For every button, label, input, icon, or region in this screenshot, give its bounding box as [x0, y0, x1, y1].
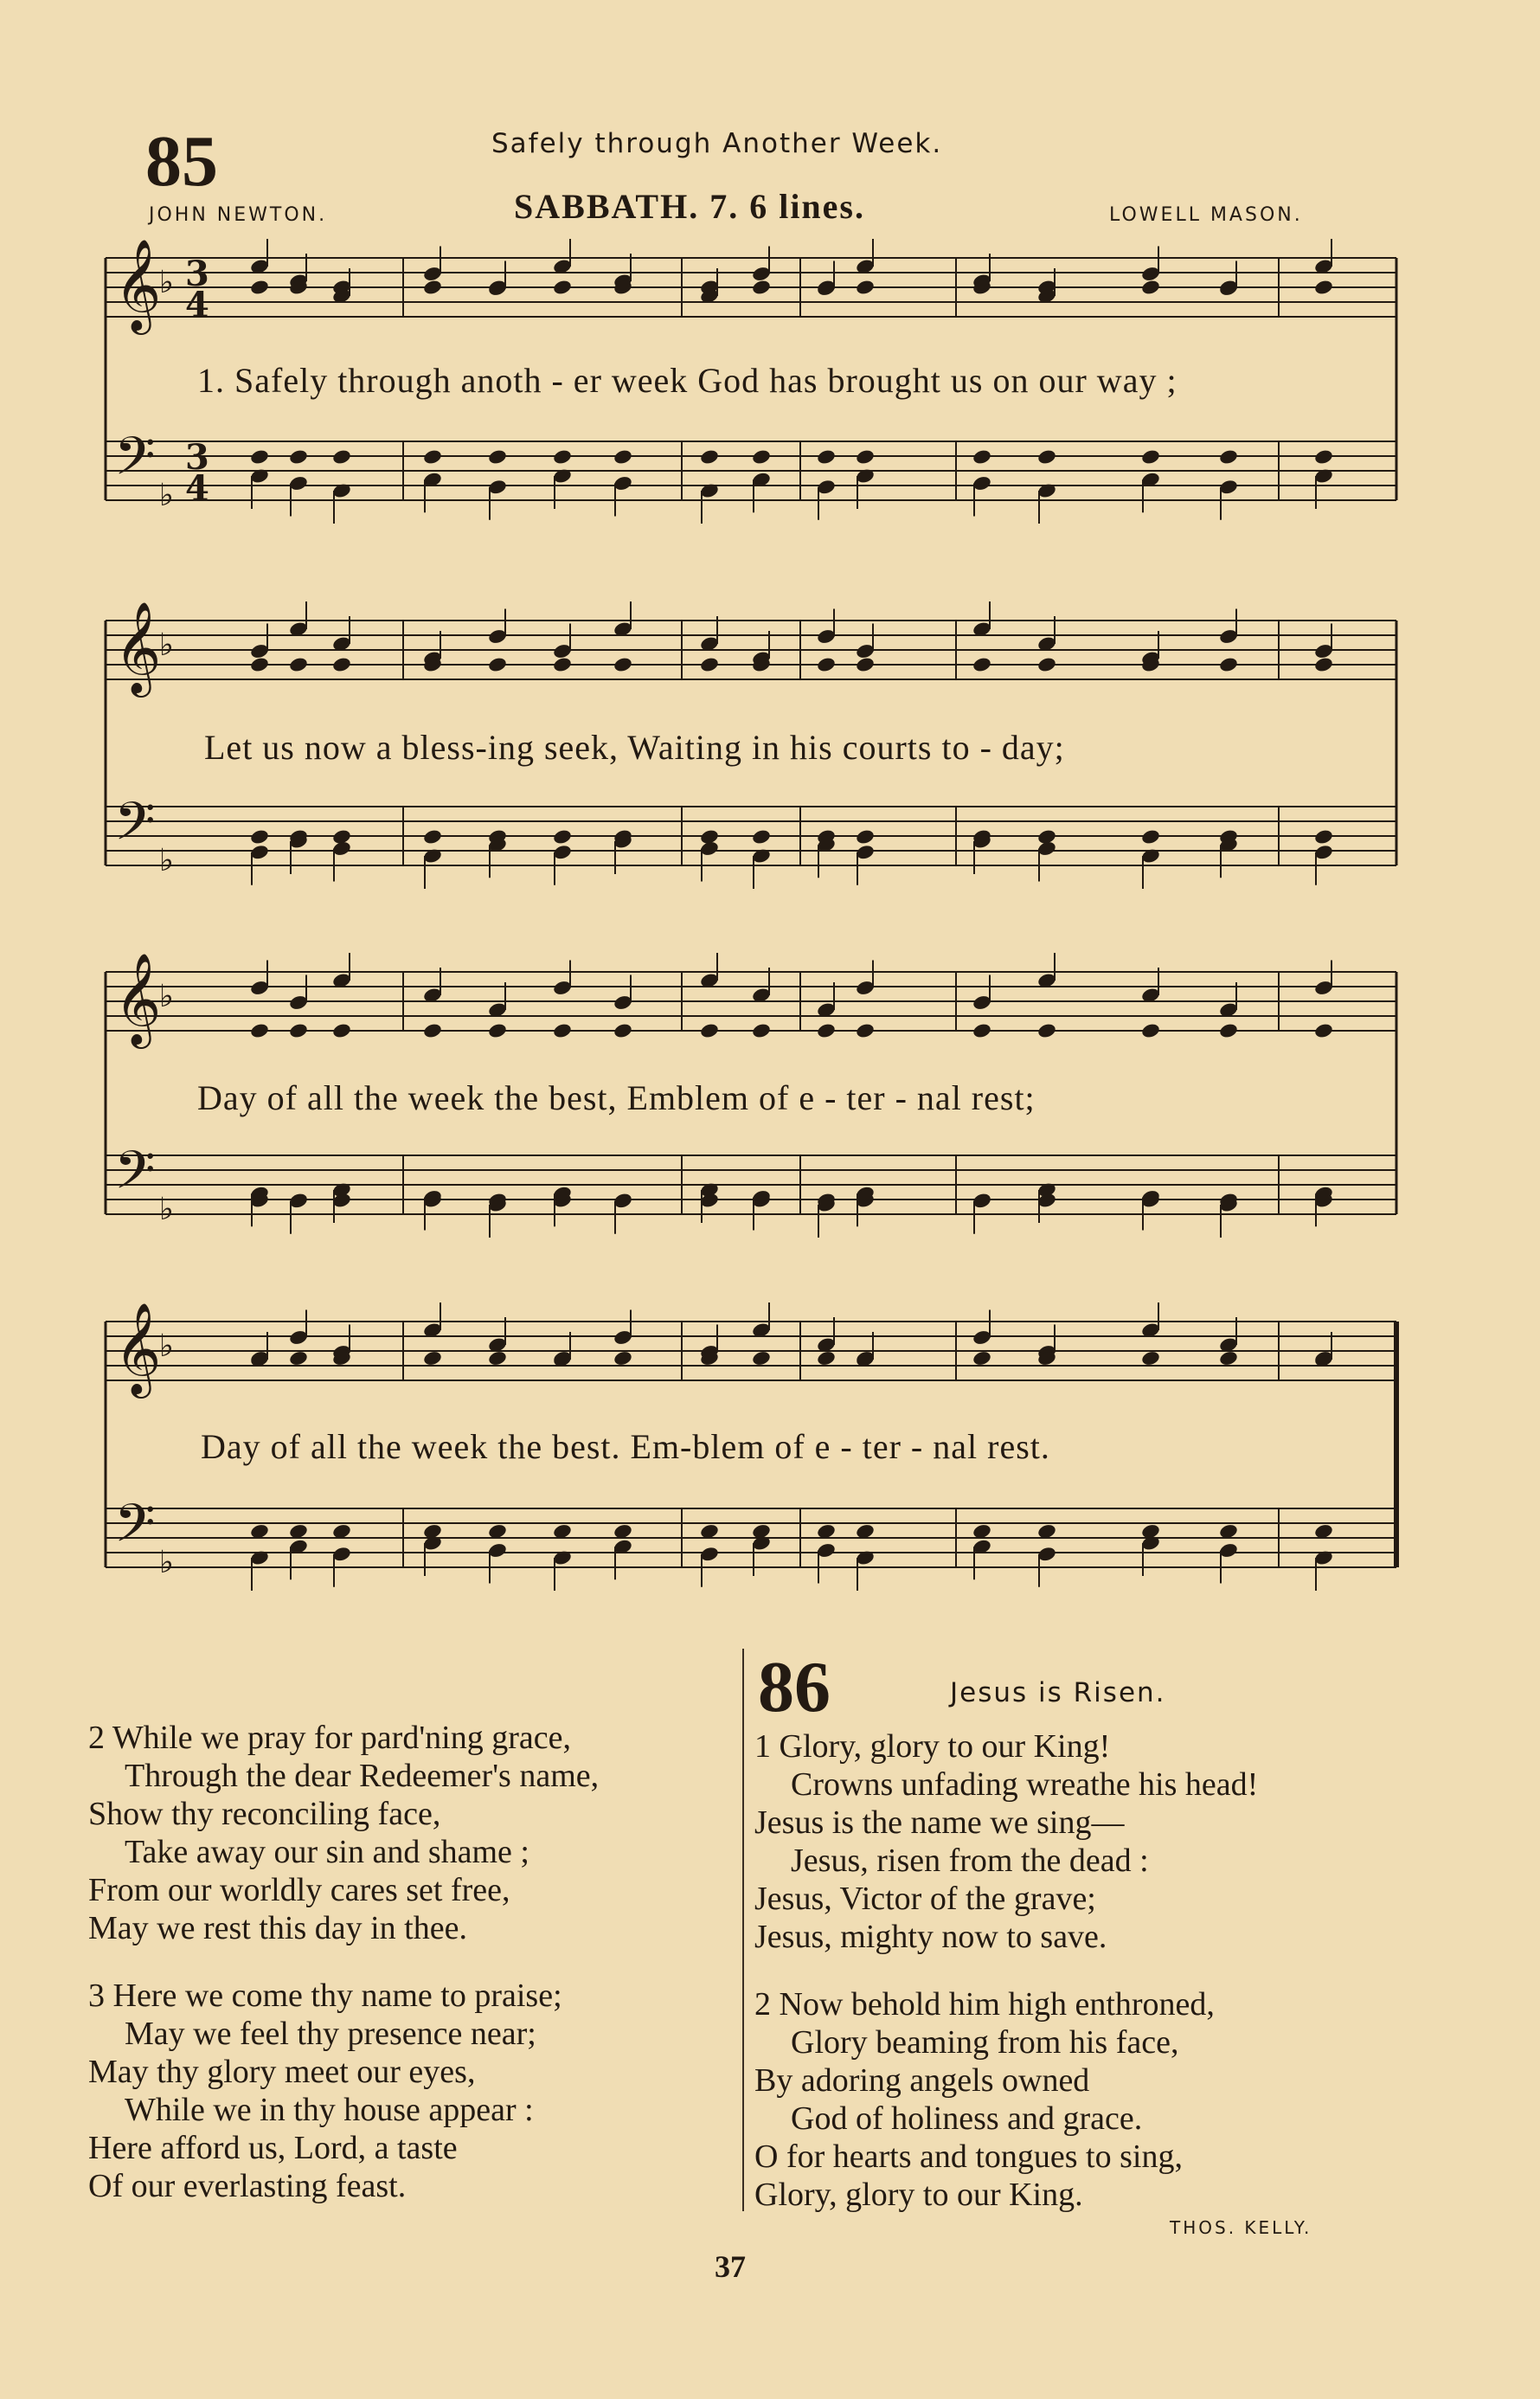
note-head [487, 448, 508, 466]
stanza-line: Jesus, risen from the dead : [791, 1843, 1149, 1879]
stanza-line: May thy glory meet our eyes, [88, 2054, 476, 2090]
note-head [249, 828, 270, 846]
stanza-line: Glory beaming from his face, [791, 2024, 1179, 2061]
note-head [1218, 448, 1239, 466]
note-head [288, 448, 309, 466]
note-head [552, 1022, 573, 1039]
note-head [422, 1022, 443, 1039]
stanza-line: Jesus is the name we sing— [754, 1804, 1125, 1841]
stanza-line: From our worldly cares set free, [88, 1872, 510, 1908]
hymn-86-author: THOS. KELLY. [1170, 2217, 1312, 2238]
note-head [249, 279, 270, 296]
note-head [331, 1022, 352, 1039]
note-head [249, 448, 270, 466]
note-head [816, 1350, 837, 1367]
hymn-85-title: Safely through Another Week. [491, 128, 943, 159]
note-head [288, 656, 309, 673]
stanza-line: 3 Here we come thy name to praise; [88, 1978, 562, 2014]
column-divider [742, 1649, 744, 2211]
note-head [288, 1022, 309, 1039]
note-head [331, 448, 352, 466]
note-head [972, 656, 992, 673]
flat-icon: ♭ [159, 1545, 174, 1580]
stanza-line: Jesus, mighty now to save. [754, 1919, 1107, 1955]
note-head [552, 828, 573, 846]
note-head [855, 828, 876, 846]
bass-clef-icon: 𝄢 [114, 1493, 156, 1567]
stanza-line: While we in thy house appear : [125, 2092, 534, 2128]
treble-clef-icon: 𝄞 [114, 601, 162, 693]
note-head [288, 1350, 309, 1367]
note-head [816, 448, 837, 466]
page-number: 37 [715, 2249, 746, 2284]
note-head [613, 448, 633, 466]
note-head [972, 1350, 992, 1367]
note-head [422, 448, 443, 466]
note-head [972, 448, 992, 466]
hymn-86-number: 86 [758, 1647, 831, 1727]
treble-clef-icon: 𝄞 [114, 952, 162, 1045]
stanza-line: Take away our sin and shame ; [125, 1834, 529, 1870]
hymn-85-number: 85 [145, 121, 218, 202]
note-head [1313, 1022, 1334, 1039]
hymn-86-stanza-1 [754, 1727, 1516, 1956]
note-head [487, 656, 508, 673]
stanza-line: Of our everlasting feast. [88, 2168, 407, 2204]
note-head [816, 656, 837, 673]
flat-icon: ♭ [159, 627, 174, 663]
note-head [1218, 656, 1239, 673]
note-head [552, 279, 573, 296]
note-head [699, 656, 720, 673]
stanza-line: Through the dear Redeemer's name, [125, 1758, 600, 1794]
stanza-line: God of holiness and grace. [791, 2100, 1143, 2137]
hymn-85-stanza-2 [88, 1719, 728, 1947]
note-head [751, 828, 772, 846]
flat-icon: ♭ [159, 1192, 174, 1227]
note-head [699, 1022, 720, 1039]
stanza-line: Show thy reconciling face, [88, 1796, 441, 1832]
stanza-line: May we feel thy presence near; [125, 2016, 536, 2052]
note-head [751, 448, 772, 466]
note-head [1140, 1350, 1161, 1367]
bass-clef-icon: 𝄢 [114, 426, 156, 500]
note-head [422, 279, 443, 296]
note-head [1218, 1350, 1239, 1367]
note-head [1140, 1022, 1161, 1039]
note-head [1313, 656, 1334, 673]
note-head [1140, 828, 1161, 846]
note-head [422, 828, 443, 846]
hymn-85-stanza-3 [88, 1977, 728, 2205]
bass-clef-icon: 𝄢 [114, 1140, 156, 1214]
note-head [1140, 279, 1161, 296]
note-head [487, 1350, 508, 1367]
note-head [422, 1350, 443, 1367]
flat-icon: ♭ [159, 478, 174, 513]
note-head [1218, 1022, 1239, 1039]
note-head [855, 656, 876, 673]
stanza-line: O for hearts and tongues to sing, [754, 2139, 1183, 2175]
flat-icon: ♭ [159, 843, 174, 878]
system-3-lyric: Day of all the week the best, Emblem of e - ter - nal rest; [197, 1078, 1036, 1117]
note-head [552, 448, 573, 466]
note-head [331, 656, 352, 673]
stanza-line: 1 Glory, glory to our King! [754, 1728, 1111, 1765]
system-4-lyric: Day of all the week the best. Em-blem of e - ter - nal rest. [201, 1427, 1050, 1466]
note-head [1313, 448, 1334, 466]
stanza-line: Crowns unfading wreathe his head! [791, 1766, 1259, 1803]
stanza-line: May we rest this day in thee. [88, 1910, 467, 1946]
hymn-86-stanza-2 [754, 1985, 1516, 2214]
stanza-line: 2 While we pray for pard'ning grace, [88, 1720, 571, 1756]
note-head [1313, 279, 1334, 296]
note-head [1313, 828, 1334, 846]
note-head [855, 448, 876, 466]
treble-clef-icon: 𝄞 [114, 1302, 162, 1394]
note-head [1036, 448, 1057, 466]
stanza-line: By adoring angels owned [754, 2062, 1090, 2099]
treble-clef-icon: 𝄞 [114, 238, 162, 331]
stanza-line: Jesus, Victor of the grave; [754, 1881, 1096, 1917]
note-head [613, 656, 633, 673]
note-head [855, 1022, 876, 1039]
note-head [1036, 656, 1057, 673]
note-head [1140, 448, 1161, 466]
note-head [972, 1022, 992, 1039]
note-head [552, 656, 573, 673]
time-signature-denominator: 4 [185, 468, 209, 509]
note-head [855, 279, 876, 296]
time-signature-numerator: 3 [185, 254, 209, 294]
note-head [751, 279, 772, 296]
hymn-86-title: Jesus is Risen. [950, 1677, 1166, 1708]
stanza-line: Here afford us, Lord, a taste [88, 2130, 458, 2166]
note-head [816, 1022, 837, 1039]
stanza-line: Glory, glory to our King. [754, 2177, 1083, 2213]
stanza-line: 2 Now behold him high enthroned, [754, 1986, 1215, 2023]
note-head [699, 448, 720, 466]
system-1-lyric: 1. Safely through anoth - er week God has brought us on our way ; [197, 361, 1177, 400]
note-head [613, 1350, 633, 1367]
hymn-85-composer: LOWELL MASON. [1109, 204, 1303, 226]
note-head [1036, 1022, 1057, 1039]
time-signature-numerator: 3 [185, 437, 209, 478]
hymn-85-tune: SABBATH. 7. 6 lines. [514, 187, 865, 226]
flat-icon: ♭ [159, 1328, 174, 1364]
note-head [249, 656, 270, 673]
system-2-lyric: Let us now a bless-ing seek, Waiting in his courts to - day; [204, 728, 1065, 767]
flat-icon: ♭ [159, 265, 174, 300]
note-head [613, 1022, 633, 1039]
flat-icon: ♭ [159, 979, 174, 1014]
note-head [751, 1350, 772, 1367]
time-signature-denominator: 4 [185, 285, 209, 325]
hymn-85-author: JOHN NEWTON. [149, 204, 328, 226]
bass-clef-icon: 𝄢 [114, 791, 156, 865]
note-head [487, 1022, 508, 1039]
note-head [751, 1022, 772, 1039]
note-head [249, 1022, 270, 1039]
